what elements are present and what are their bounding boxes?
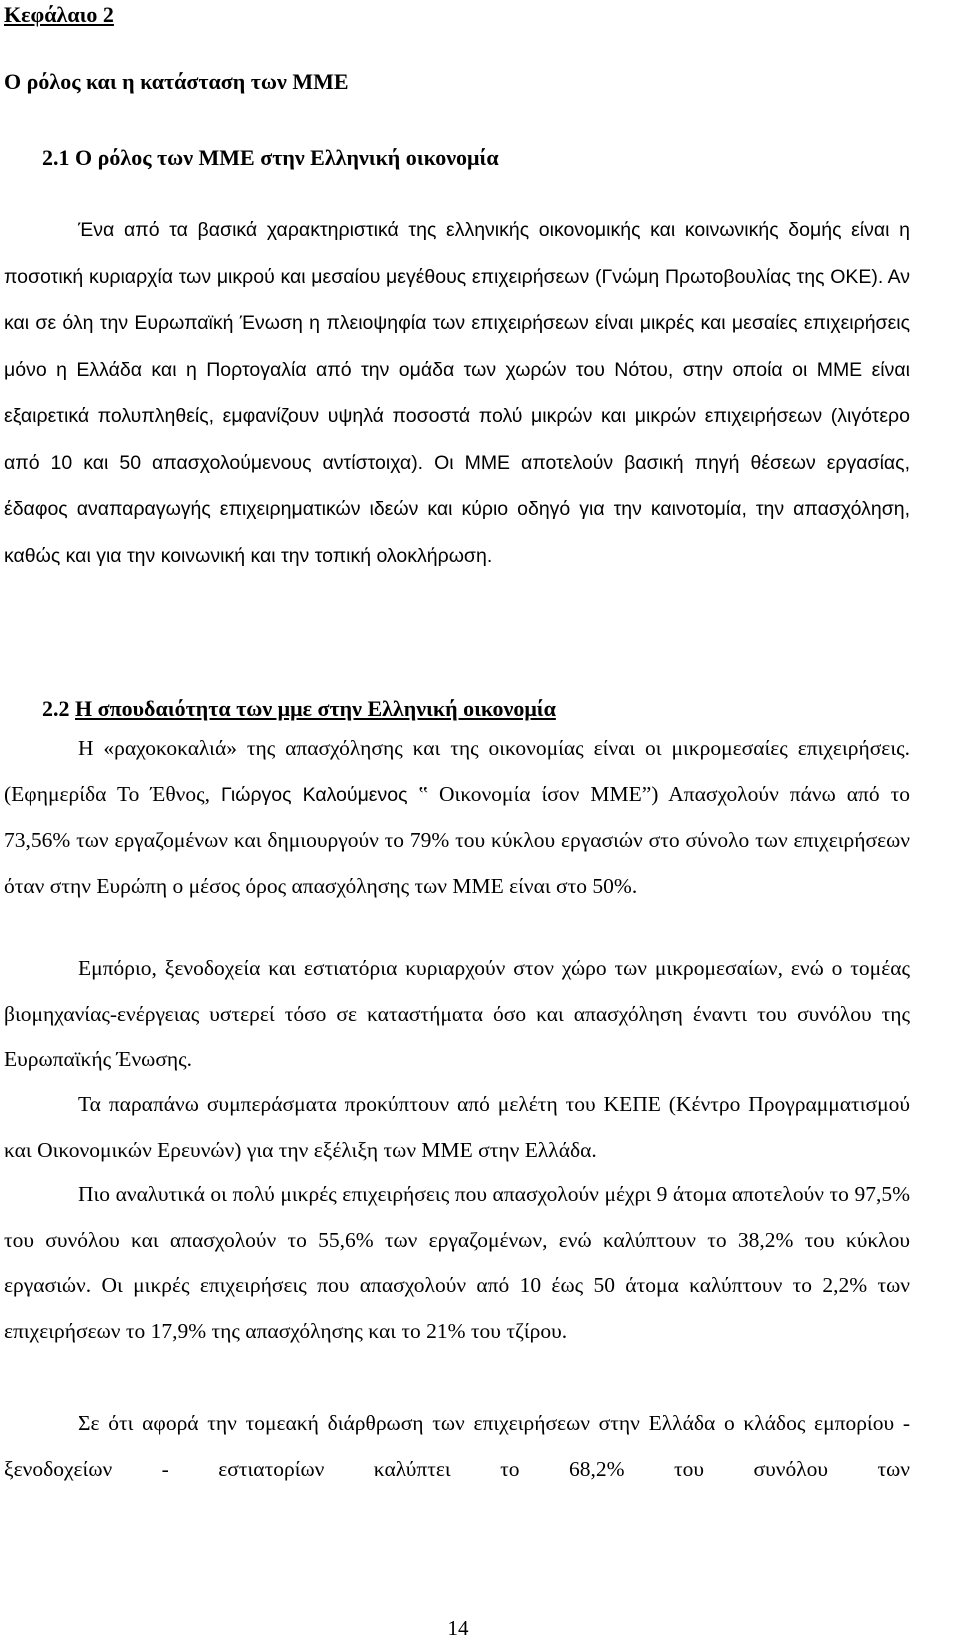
chapter-title: Ο ρόλος και η κατάσταση των ΜΜΕ	[4, 69, 349, 94]
paragraph-text-cont: ‟ Οικονομία ίσον ΜΜΕ”) Απασχολούν πάνω από το 73,56% των εργαζομένων και δημιουργούν το 79% του κύκλου εργασιών στο σύνολο των επιχειρήσεων όταν στην Ευρώπη ο μέσος όρος απασχόλησης των ΜΜΕ είναι στο 50%.	[4, 781, 911, 898]
paragraph-text: Η «ραχοκοκαλιά» της απασχόλησης και της οικονομίας είναι οι μικρομεσαίες επιχειρήσεις.(Εφημερίδα Το Έθνος,	[4, 736, 910, 806]
paragraph-intro-text: Ένα από τα βασικά χαρακτηριστικά της ελληνικής οικονομικής και κοινωνικής δομής είναι η ποσοτική κυριαρχία των μικρού και μεσαίου μεγέθους επιχειρήσεων (Γνώμη Πρωτοβουλίας της ΟΚΕ).	[4, 219, 910, 288]
section-2-2-paragraph-3: Τα παραπάνω συμπεράσματα προκύπτουν από μελέτη του ΚΕΠΕ (Κέντρο Προγραμματισμού και Οικονομικών Ερευνών) για την εξέλιξη των ΜΜΕ στην Ελλάδα.	[4, 1092, 910, 1162]
section-heading-2-1: 2.1 Ο ρόλος των ΜΜΕ στην Ελληνική οικονομία	[42, 145, 499, 170]
section-number: 2.2	[42, 696, 70, 721]
section-title: Η σπουδαιότητα των μμε στην Ελληνική οικονομία	[75, 696, 556, 721]
section-heading-2-2	[42, 694, 948, 724]
page-number: 14	[447, 1616, 469, 1640]
section-2-1-paragraph	[4, 208, 910, 580]
section-2-2-paragraph-2: Εμπόριο, ξενοδοχεία και εστιατόρια κυριαρχούν στον χώρο των μικρομεσαίων, ενώ ο τομέας βιομηχανίας-ενέργειας υστερεί τόσο σε καταστήματα όσο και απασχόληση έναντι του συνόλου της Ευρωπαϊκής Ένωσης.	[4, 956, 910, 1071]
paragraph-body-text: Αν και σε όλη την Ευρωπαϊκή Ένωση η πλειοψηφία των επιχειρήσεων είναι μικρές και μεσαίες επιχειρήσεις μόνο η Ελλάδα και η Πορτογαλία από την ομάδα των χωρών του Νότου, στην οποία οι ΜΜΕ είναι εξαιρετικά πολυπληθείς, εμφανίζουν υψηλά ποσοστά πολύ μικρών και μικρών επιχειρήσεων (λιγότερο από 10 και 50 απασχολούμενους αντίστοιχα). Οι ΜΜΕ αποτελούν βασική πηγή θέσεων εργασίας, έδαφος αναπαραγωγής επιχειρηματικών ιδεών και κύριο οδηγό για την καινοτομία, την απασχόληση, καθώς και για την κοινωνική και την τοπική ολοκλήρωση.	[4, 265, 911, 567]
chapter-label: Κεφάλαιο 2	[4, 2, 114, 27]
section-2-2-paragraph-4: Πιο αναλυτικά οι πολύ μικρές επιχειρήσεις που απασχολούν μέχρι 9 άτομα αποτελούν το 97,5% του συνόλου και απασχολούν το 55,6% των εργαζομένων, ενώ καλύπτουν το 38,2% του κύκλου εργασιών. Οι μικρές επιχειρήσεις που απασχολούν από 10 έως 50 άτομα καλύπτουν το 2,2% των επιχειρήσεων το 17,9% της απασχόλησης και το 21% του τζίρου.	[4, 1182, 910, 1343]
section-2-2-paragraph-5: Σε ότι αφορά την τομεακή διάρθρωση των επιχειρήσεων στην Ελλάδα ο κλάδος εμπορίου - ξενοδοχείων - εστιατορίων καλύπτει το 68,2% του συνόλου των	[4, 1411, 910, 1481]
section-2-2-paragraph-1	[4, 726, 910, 909]
article-author: Γιώργος Καλούμενος	[220, 783, 408, 806]
